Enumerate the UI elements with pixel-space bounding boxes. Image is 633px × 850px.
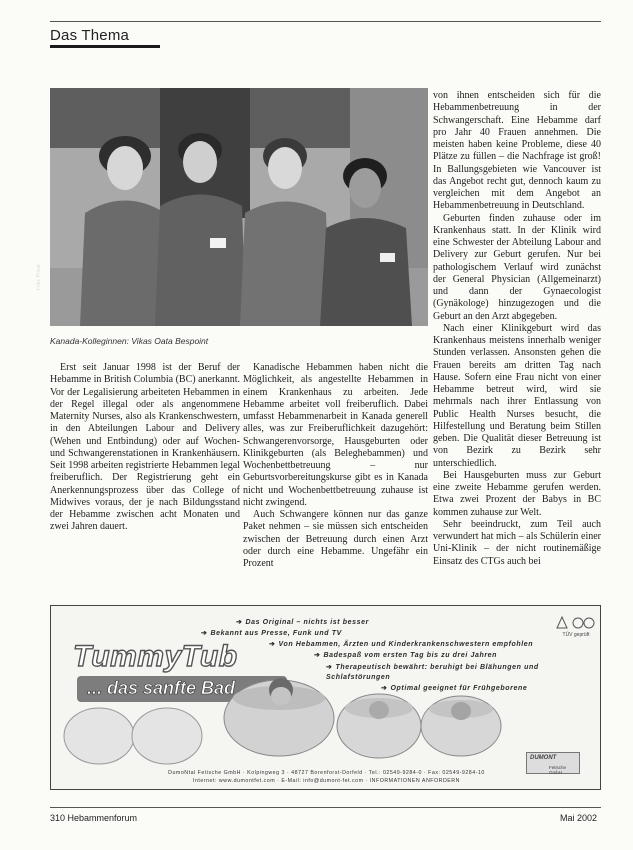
arrow-right-icon: ➔ [201, 630, 208, 637]
advertisement[interactable] [50, 605, 601, 790]
paragraph: von ihnen entscheiden sich für die Hebammenbetreuung in der Schwangerschaft. Eine Hebamme darf pro Jahr 40 Frauen annehmen. Die meisten haben keine Probleme, diese 40 Plätze zu füllen – die Nachfrage ist groß! In Ballungsgebieten wie Vancouver ist das Angebot recht gut, dennoch kaum zu vergleichen mit dem Angebot an Hebammenbetreuung in Deutschland. [433, 90, 601, 212]
article-photo [50, 88, 428, 326]
ad-logo: TummyTub [73, 640, 238, 673]
paragraph: Nach einer Klinikgeburt wird das Krankenhaus meistens innerhalb weniger Stunden verlassen. Ansonsten gehen die Frauen bereits am dritten Tag nach Hause. Sofern eine Frau nicht von einer Hebamme betreut wird, wird sie mehrmals nach ihrer Entlassung von Public Health Nurses besucht, die Hilfestellung und Beratung beim Stillen geben. Die Qualität dieser Betreuung ist von Bezirk zu Bezirk sehr unterschiedlich. [433, 322, 601, 469]
ad-bullet: ➔ Therapeutisch bewährt: beruhigt bei Blähungen und Schlafstörungen [326, 664, 539, 681]
footer-rule [50, 807, 601, 808]
footer-page-info: 310 Hebammenforum [50, 813, 138, 823]
ad-tagline: ... das sanfte Bad [87, 678, 236, 698]
header-top-rule [50, 21, 601, 22]
article-column-1 [50, 362, 240, 534]
paragraph: Sehr beeindruckt, zum Teil auch verwundert hat mich – als Schülerin einer Uni-Klinik – der nicht routinemäßige Einsatz des CTGs auch bei [433, 518, 601, 567]
tuev-badge [556, 616, 596, 638]
article-column-3 [433, 90, 601, 568]
ad-bullet: ➔ Von Hebammen, Ärzten und Kinderkrankenschwestern empfohlen [269, 641, 534, 648]
ad-address: DumoNtal Fetische GmbH · Kolpingweg 3 · 48727 Borenforst-Dorfeld · Tel.: 02549-9284-0 · Fax: 02549-9284-10 [168, 770, 485, 776]
brand-logo: DUMONT Fetische GmbH [526, 752, 580, 774]
paragraph: Kanadische Hebammen haben nicht die Möglichkeit, als angestellte Hebammen in einem Krankenhaus zu arbeiten. Jede Hebamme arbeitet voll freiberuflich. Dabei umfasst Hebammenarbeit in Kanada generell alles, was zur Freiberuflichkeit dazugehört: Schwangerenvorsorge, Hausgeburten oder Klinikgeburten (als Beleghebammen) und Wochenbettbetreuung – nur Geburtsvorbereitungskurse gibt es in Kanada nicht und Wochenbettbetreuung zuhause ist nicht zwingend. [243, 362, 428, 508]
badge-label: TÜV geprüft [562, 632, 590, 638]
ad-contact-link[interactable]: Internet: www.dumontfet.com · E-Mail: info@dumont-fet.com · INFORMATIONEN ANFORDERN [193, 778, 460, 784]
paragraph: Geburten finden zuhause oder im Krankenhaus statt. In der Klinik wird eine Schwester der Abteilung Labour and Delivery zur Geburt gerufen. Nur bei pathologischem Verlauf wird zunächst der General Physician (Allgemeinarzt) und dann der Gynaecologist (Gynäkologe) hinzugezogen und die Geburt an den Arzt abgegeben. [433, 212, 601, 322]
arrow-right-icon: ➔ [381, 685, 388, 692]
tub-outline-illustration [59, 701, 209, 771]
badge-icon [556, 616, 596, 630]
paragraph: Bei Hausgeburten muss zur Geburt eine zweite Hebamme gerufen werden. Etwa zwei Prozent der Babys in BC kommen zuhause zur Welt. [433, 469, 601, 518]
paragraph: Erst seit Januar 1998 ist der Beruf der Hebamme in British Columbia (BC) anerkannt. Vor der Legalisierung arbeiteten Hebammen in der Regel illegal oder als angenommene Maternity Nurses, also als Krankenschwestern, in den Abteilungen Labour and Delivery (Wehen und Entbindung) oder auf Wochen- und Schwangerenstationen in Krankenhäusern. Seit 1998 arbeiten registrierte Hebammen legal freiberuflich. Der Registrierung geht ein Anerkennungsprozess über das College of Midwives voraus, der je nach Bildungsstand der Hebamme zwischen acht Monaten und zwei Jahren dauert. [50, 362, 240, 533]
article-column-2 [243, 362, 428, 570]
ad-bullet: ➔ Bekannt aus Presse, Funk und TV [201, 630, 342, 637]
tub-illustration [201, 676, 581, 768]
ad-bullet: ➔ Das Original – nichts ist besser [236, 619, 369, 626]
photo-illustration [50, 88, 428, 326]
footer-date: Mai 2002 [560, 813, 598, 823]
arrow-right-icon: ➔ [326, 664, 333, 671]
arrow-right-icon: ➔ [236, 619, 243, 626]
section-title: Das Thema [50, 27, 130, 44]
ad-bullet: ➔ Badespaß vom ersten Tag bis zu drei Jahren [314, 652, 498, 659]
header-underline [50, 45, 160, 48]
paragraph: Auch Schwangere können nur das ganze Paket nehmen – sie müssen sich entscheiden zwischen der Betreuung durch einen Arzt oder durch eine Hebamme. Ungefähr ein Prozent [243, 509, 428, 569]
arrow-right-icon: ➔ [269, 641, 276, 648]
photo-credit: Foto: Privat [36, 264, 42, 290]
photo-caption: Kanada-Kolleginnen: Vikas Oata Bespoint [50, 336, 209, 346]
ad-bullet: ➔ Optimal geeignet für Frühgeborene [381, 685, 528, 692]
arrow-right-icon: ➔ [314, 652, 321, 659]
